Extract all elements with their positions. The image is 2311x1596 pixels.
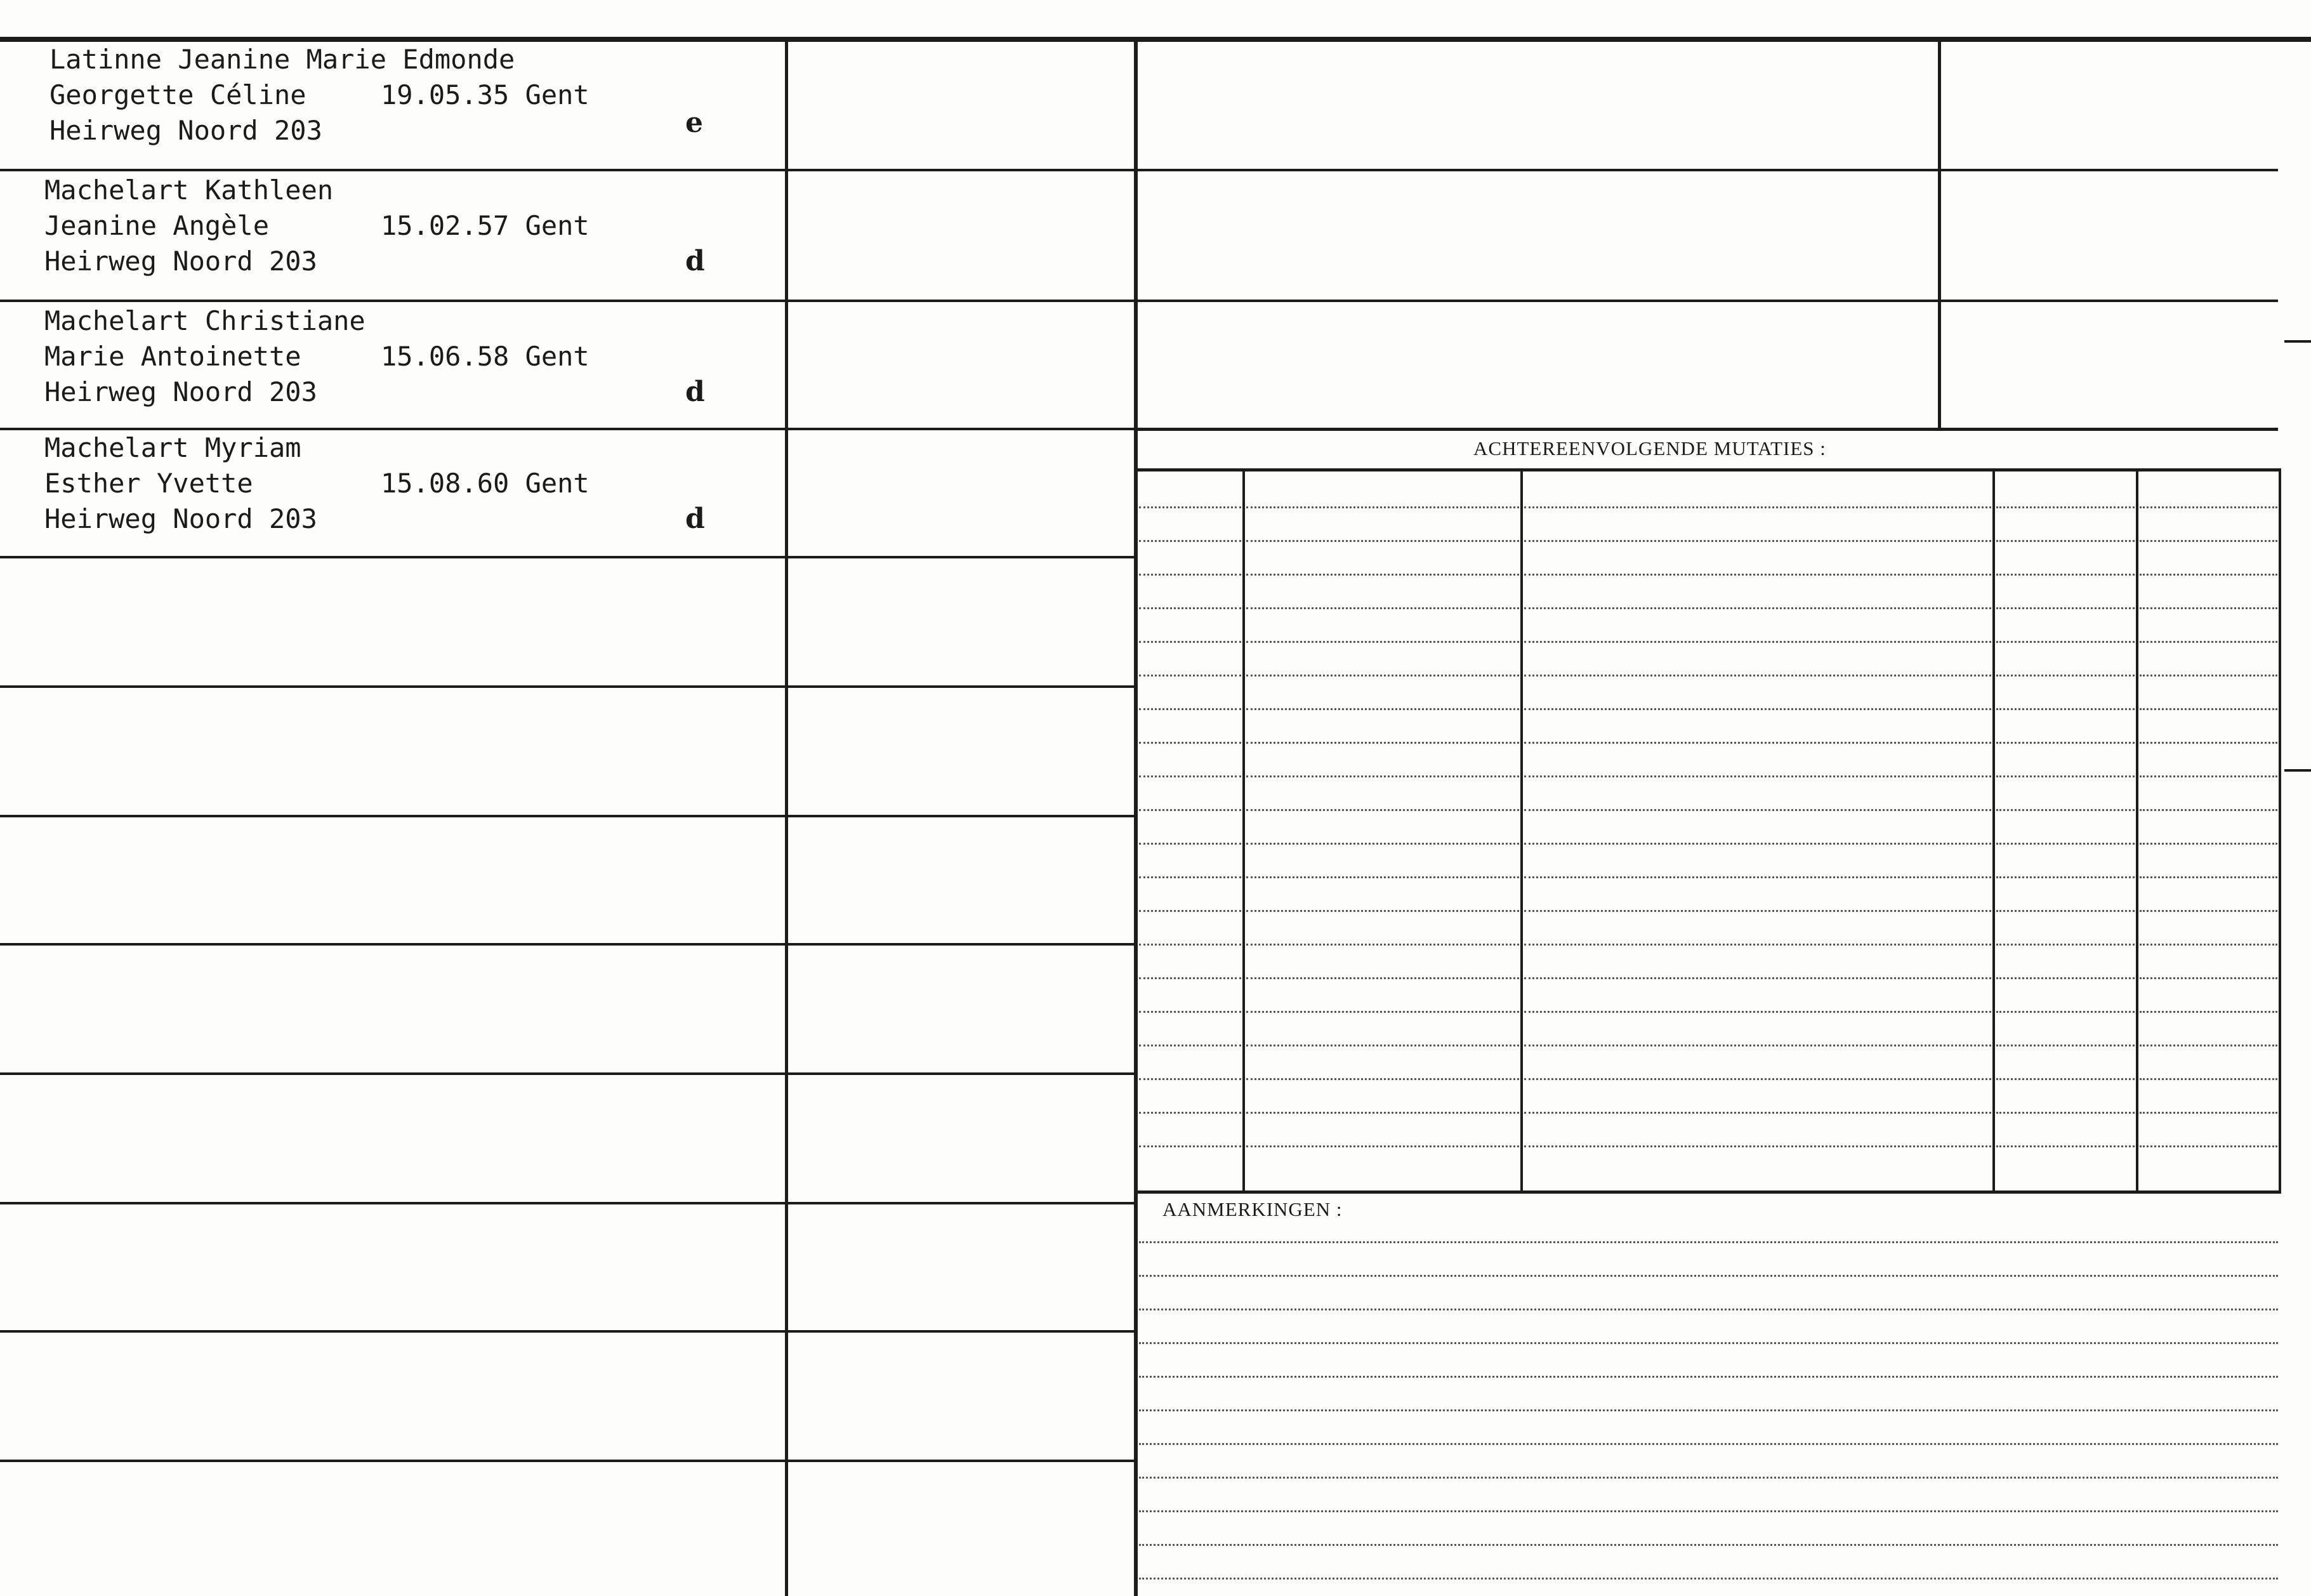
ruled-line (2140, 1011, 2277, 1013)
ruled-line (2140, 675, 2277, 676)
ruled-line (1524, 1045, 1991, 1046)
person-entry (0, 42, 784, 169)
ruled-line (1246, 1112, 1519, 1114)
person-entry (0, 303, 784, 430)
ruled-line (1524, 708, 1991, 710)
row-divider (0, 943, 1136, 946)
ruled-line (1246, 607, 1519, 609)
birth-date-place: 15.02.57 Gent (381, 210, 589, 241)
ruled-line (1139, 1112, 1241, 1114)
mutations-col-divider (1520, 470, 1523, 1192)
ruled-line (1139, 1342, 2278, 1344)
ruled-line (1246, 944, 1519, 946)
address: Heirweg Noord 203 (49, 115, 322, 146)
ruled-line (1246, 574, 1519, 576)
ruled-line (1139, 1309, 2278, 1310)
ruled-line (1996, 1145, 2135, 1147)
ruled-line (1139, 506, 1241, 508)
right-row-divider (1136, 300, 2278, 302)
ruled-line (1139, 910, 1241, 912)
ruled-line (1139, 1275, 2278, 1277)
ruled-line (2140, 607, 2277, 609)
relation-code: d (685, 503, 705, 535)
relation-code: d (685, 376, 705, 408)
mutations-heading: ACHTEREENVOLGENDE MUTATIES : (1473, 437, 1826, 459)
ruled-line (1139, 540, 1241, 542)
ruled-line (1996, 641, 2135, 643)
ruled-line (1246, 540, 1519, 542)
row-divider (0, 1072, 1136, 1075)
address: Heirweg Noord 203 (44, 503, 317, 534)
ruled-line (1246, 675, 1519, 676)
ruled-line (1524, 675, 1991, 676)
person-entry (0, 173, 784, 300)
ruled-line (1524, 1112, 1991, 1114)
ruled-line (2140, 775, 2277, 777)
ruled-line (1996, 1112, 2135, 1114)
ruled-line (1246, 843, 1519, 845)
ruled-line (1996, 775, 2135, 777)
ruled-line (1139, 1045, 1241, 1046)
row-divider (0, 1460, 1136, 1462)
ruled-line (1139, 1544, 2278, 1546)
ruled-line (1524, 1078, 1991, 1080)
margin-tick (2284, 340, 2311, 343)
ruled-line (1524, 641, 1991, 643)
address: Heirweg Noord 203 (44, 376, 317, 407)
ruled-line (1246, 876, 1519, 878)
ruled-line (1139, 574, 1241, 576)
ruled-line (2140, 876, 2277, 878)
ruled-line (1996, 944, 2135, 946)
ruled-line (1139, 1011, 1241, 1013)
ruled-line (2140, 540, 2277, 542)
top-border (0, 37, 2311, 42)
right-row-divider (1136, 428, 2278, 431)
mutations-col-divider (2279, 470, 2281, 1192)
ruled-line (1996, 1011, 2135, 1013)
ruled-line (1996, 708, 2135, 710)
person-name: Machelart Kathleen (44, 175, 334, 206)
person-given-names: Esther Yvette (44, 468, 253, 499)
ruled-line (1996, 540, 2135, 542)
ruled-line (1139, 876, 1241, 878)
ruled-line (1139, 1078, 1241, 1080)
margin-tick (2284, 769, 2311, 772)
ruled-line (1139, 1510, 2278, 1512)
person-name: Machelart Christiane (44, 305, 365, 336)
ruled-line (1246, 775, 1519, 777)
row-divider (0, 300, 1136, 302)
person-given-names: Georgette Céline (49, 79, 306, 110)
ruled-line (1139, 1443, 2278, 1445)
ruled-line (1139, 775, 1241, 777)
ruled-line (1139, 1241, 2278, 1243)
ruled-line (2140, 641, 2277, 643)
remarks-heading: AANMERKINGEN : (1162, 1198, 1343, 1220)
mutations-col-divider (1242, 470, 1245, 1192)
ruled-line (1524, 876, 1991, 878)
ruled-line (1139, 742, 1241, 744)
ruled-line (1524, 574, 1991, 576)
ruled-line (1524, 843, 1991, 845)
mutations-table-bottom (1136, 1190, 2281, 1194)
ruled-line (1524, 540, 1991, 542)
ruled-line (1246, 742, 1519, 744)
ruled-line (1524, 742, 1991, 744)
ruled-line (1246, 910, 1519, 912)
ruled-line (1246, 708, 1519, 710)
ruled-line (1524, 944, 1991, 946)
ruled-line (1246, 1045, 1519, 1046)
person-name: Machelart Myriam (44, 432, 301, 463)
ruled-line (1524, 977, 1991, 979)
right-row-divider (1136, 169, 2278, 171)
ruled-line (1996, 876, 2135, 878)
ruled-line (1246, 1145, 1519, 1147)
relation-code: e (685, 107, 703, 139)
ruled-line (1139, 1477, 2278, 1479)
ruled-line (1139, 1409, 2278, 1411)
birth-date-place: 15.08.60 Gent (381, 468, 589, 499)
ruled-line (1139, 977, 1241, 979)
person-given-names: Jeanine Angèle (44, 210, 270, 241)
ruled-line (2140, 1078, 2277, 1080)
ruled-line (1139, 675, 1241, 676)
ruled-line (1139, 708, 1241, 710)
ruled-line (1996, 742, 2135, 744)
ruled-line (1246, 506, 1519, 508)
ruled-line (2140, 506, 2277, 508)
ruled-line (1524, 1145, 1991, 1147)
ruled-line (1246, 641, 1519, 643)
ruled-line (1246, 977, 1519, 979)
ruled-line (2140, 809, 2277, 811)
ruled-line (2140, 742, 2277, 744)
row-divider (0, 169, 1136, 171)
ruled-line (2140, 944, 2277, 946)
ruled-line (1139, 641, 1241, 643)
ruled-line (1139, 607, 1241, 609)
ruled-line (1996, 1045, 2135, 1046)
ruled-line (1996, 1078, 2135, 1080)
person-entry (0, 430, 784, 557)
ruled-line (1139, 1578, 2278, 1580)
person-given-names: Marie Antoinette (44, 341, 301, 372)
ruled-line (1139, 843, 1241, 845)
ruled-line (1524, 607, 1991, 609)
row-divider (0, 685, 1136, 688)
ruled-line (1139, 1145, 1241, 1147)
ruled-line (1996, 574, 2135, 576)
address: Heirweg Noord 203 (44, 246, 317, 277)
ruled-line (1524, 506, 1991, 508)
ruled-line (2140, 843, 2277, 845)
ruled-line (2140, 708, 2277, 710)
ruled-line (1996, 506, 2135, 508)
mutations-col-divider (2136, 470, 2138, 1192)
ruled-line (2140, 1145, 2277, 1147)
mutations-col-divider (1992, 470, 1995, 1192)
ruled-line (2140, 1112, 2277, 1114)
birth-date-place: 15.06.58 Gent (381, 341, 589, 372)
right-top-divider (1938, 37, 1941, 428)
row-divider (0, 1202, 1136, 1204)
ruled-line (1246, 1078, 1519, 1080)
row-divider (0, 815, 1136, 817)
ruled-line (1524, 809, 1991, 811)
ruled-line (1139, 1376, 2278, 1378)
ruled-line (1524, 910, 1991, 912)
row-divider (0, 1330, 1136, 1333)
birth-date-place: 19.05.35 Gent (381, 79, 589, 110)
ruled-line (1246, 1011, 1519, 1013)
relation-code: d (685, 245, 705, 277)
ruled-line (2140, 910, 2277, 912)
ruled-line (1139, 809, 1241, 811)
ruled-line (1996, 977, 2135, 979)
ruled-line (1524, 1011, 1991, 1013)
person-name: Latinne Jeanine Marie Edmonde (49, 44, 515, 75)
ruled-line (2140, 574, 2277, 576)
ruled-line (2140, 1045, 2277, 1046)
ruled-line (1996, 910, 2135, 912)
ruled-line (1996, 607, 2135, 609)
ruled-line (2140, 977, 2277, 979)
ruled-line (1996, 675, 2135, 676)
ruled-line (1996, 843, 2135, 845)
mutations-table-top (1136, 468, 2281, 472)
ruled-line (1246, 809, 1519, 811)
ruled-line (1524, 775, 1991, 777)
ruled-line (1996, 809, 2135, 811)
ruled-line (1139, 944, 1241, 946)
